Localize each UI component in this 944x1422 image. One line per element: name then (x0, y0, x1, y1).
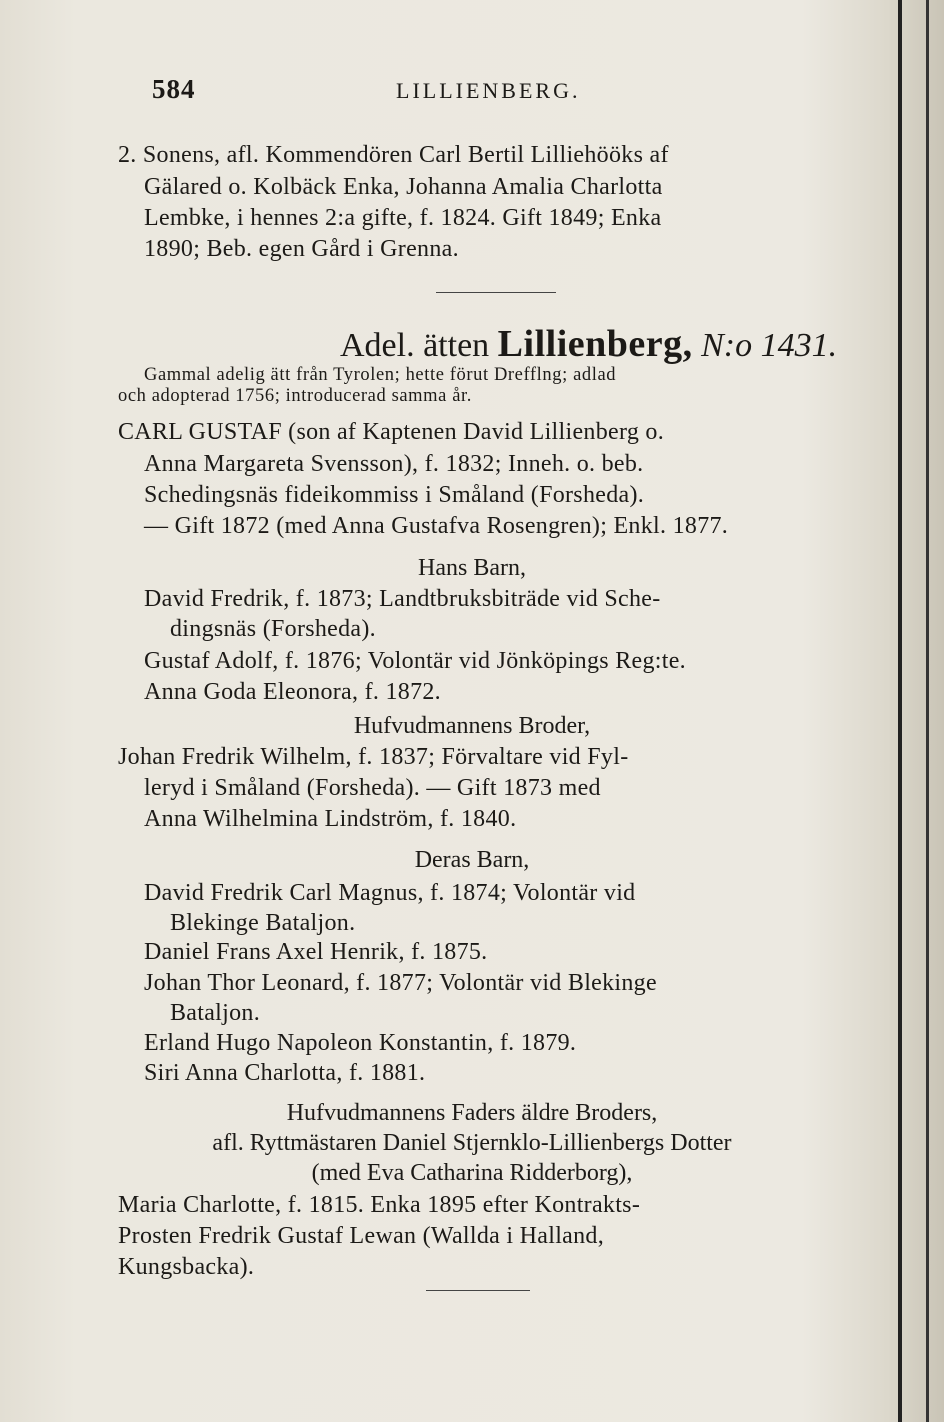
page-edge-left-shadow (898, 0, 902, 1422)
uncle-subheading: afl. Ryttmästaren Daniel Stjernklo-Lillienbergs Dotter (212, 1130, 732, 1156)
child-entry-line: Gustaf Adolf, f. 1876; Volontär vid Jönköpings Reg:te. (144, 648, 686, 674)
uncle-entry-line: Kungsbacka). (118, 1254, 255, 1280)
preceding-entry-line: 1890; Beb. egen Gård i Grenna. (144, 236, 459, 262)
brother-child-entry-line: Daniel Frans Axel Henrik, f. 1875. (144, 939, 488, 965)
page-number: 584 (152, 74, 196, 104)
bottom-divider (426, 1290, 530, 1291)
preceding-entry-line: Lembke, i hennes 2:a gifte, f. 1824. Gift 1849; Enka (144, 205, 662, 231)
section-intro-line: och adopterad 1756; introducerad samma år. (118, 386, 472, 406)
child-entry-line: Anna Goda Eleonora, f. 1872. (144, 679, 441, 705)
children-heading: Hans Barn, (418, 555, 526, 581)
brother-child-entry-line: Siri Anna Charlotta, f. 1881. (144, 1060, 426, 1086)
brother-heading: Hufvudmannens Broder, (353, 713, 591, 739)
brother-entry-line: leryd i Småland (Forsheda). — Gift 1873 med (144, 775, 601, 801)
running-title: LILLIENBERG. (396, 78, 581, 103)
family-name: Lillienberg, (497, 323, 693, 365)
uncle-subheading: (med Eva Catharina Ridderborg), (311, 1160, 633, 1186)
uncle-entry-line: Prosten Fredrik Gustaf Lewan (Wallda i Halland, (118, 1223, 605, 1249)
brother-child-entry-line: Bataljon. (170, 1000, 261, 1026)
head-entry-line: Anna Margareta Svensson), f. 1832; Inneh. o. beb. (144, 451, 644, 477)
section-divider (436, 292, 556, 293)
uncle-entry-line: Maria Charlotte, f. 1815. Enka 1895 efter Kontrakts- (118, 1192, 641, 1218)
brother-child-entry-line: Blekinge Bataljon. (170, 910, 356, 936)
brother-children-heading: Deras Barn, (414, 847, 530, 873)
brother-child-entry-line: David Fredrik Carl Magnus, f. 1874; Volontär vid (144, 880, 636, 906)
page-edge-right-shadow (926, 0, 929, 1422)
head-entry-line: — Gift 1872 (med Anna Gustafva Rosengren); Enkl. 1877. (144, 513, 729, 539)
section-title-prefix: Adel. ätten (340, 327, 490, 364)
uncle-heading: Hufvudmannens Faders äldre Broders, (286, 1100, 658, 1126)
child-entry-line: dingsnäs (Forsheda). (170, 616, 376, 642)
brother-entry-line: Johan Fredrik Wilhelm, f. 1837; Förvaltare vid Fyl- (118, 744, 629, 770)
brother-entry-line: Anna Wilhelmina Lindström, f. 1840. (144, 806, 517, 832)
head-entry-line: Schedingsnäs fideikommiss i Småland (Forsheda). (144, 482, 645, 508)
preceding-entry-line: 2. Sonens, afl. Kommendören Carl Bertil Lilliehööks af (118, 142, 669, 168)
head-entry-line: CARL GUSTAF (son af Kaptenen David Lillienberg o. (118, 419, 665, 445)
family-number: N:o 1431. (701, 327, 838, 364)
child-entry-line: David Fredrik, f. 1873; Landtbruksbiträde vid Sche- (144, 586, 661, 612)
section-title (340, 322, 837, 366)
brother-child-entry-line: Johan Thor Leonard, f. 1877; Volontär vid Blekinge (144, 970, 657, 996)
section-intro-line: Gammal adelig ätt från Tyrolen; hette förut Drefflng; adlad (144, 365, 617, 385)
preceding-entry-line: Gälared o. Kolbäck Enka, Johanna Amalia Charlotta (144, 174, 663, 200)
brother-child-entry-line: Erland Hugo Napoleon Konstantin, f. 1879. (144, 1030, 577, 1056)
